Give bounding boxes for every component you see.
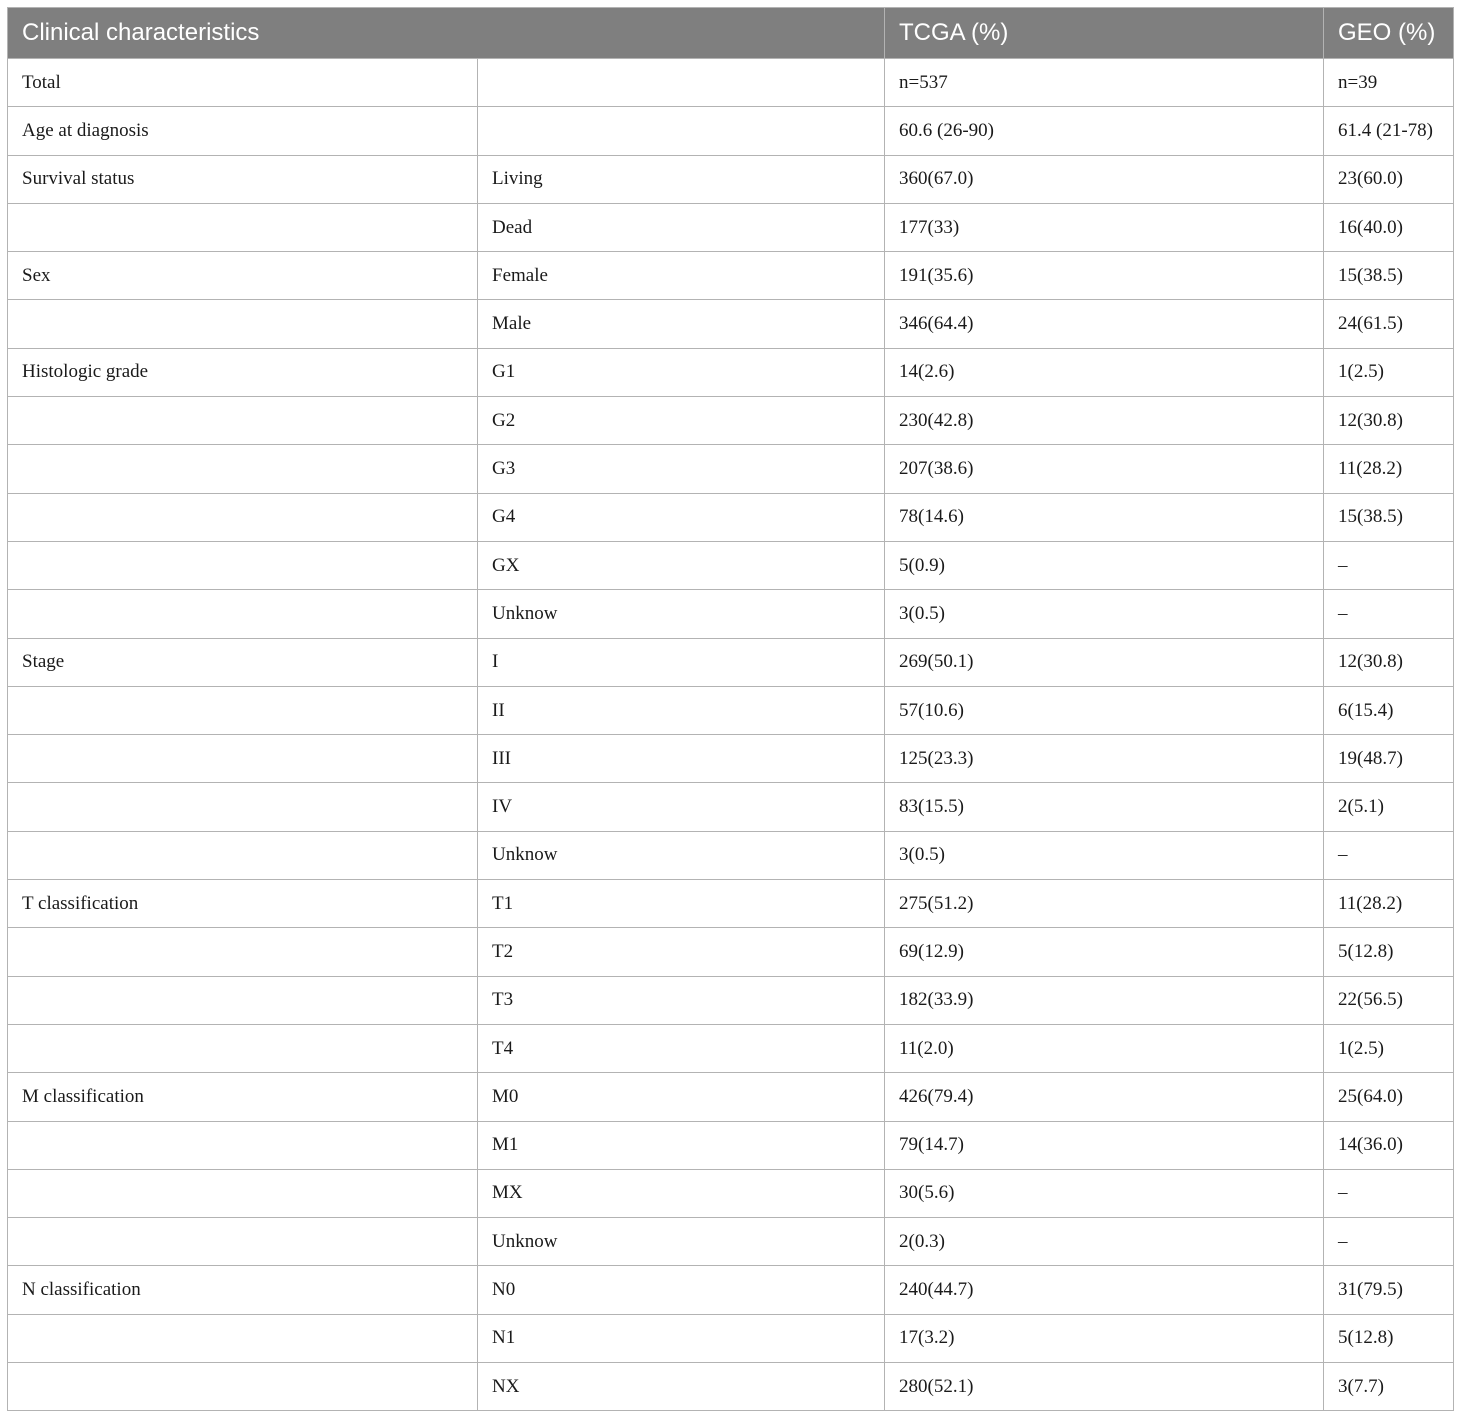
cell-characteristic <box>8 1218 478 1266</box>
cell-characteristic <box>8 1363 478 1411</box>
cell-geo: 24(61.5) <box>1324 300 1454 348</box>
cell-geo: 31(79.5) <box>1324 1266 1454 1314</box>
cell-geo: 19(48.7) <box>1324 735 1454 783</box>
table-row <box>8 1169 1454 1217</box>
cell-characteristic <box>8 735 478 783</box>
cell-geo: 5(12.8) <box>1324 1314 1454 1362</box>
cell-tcga: 30(5.6) <box>885 1169 1324 1217</box>
cell-geo: n=39 <box>1324 59 1454 107</box>
cell-geo: 25(64.0) <box>1324 1073 1454 1121</box>
cell-geo: 61.4 (21-78) <box>1324 107 1454 155</box>
table-row <box>8 831 1454 879</box>
table-row <box>8 735 1454 783</box>
cell-geo: 11(28.2) <box>1324 880 1454 928</box>
cell-tcga: 69(12.9) <box>885 928 1324 976</box>
cell-tcga: 83(15.5) <box>885 783 1324 831</box>
cell-category: NX <box>478 1363 885 1411</box>
cell-tcga: 426(79.4) <box>885 1073 1324 1121</box>
cell-characteristic <box>8 1024 478 1072</box>
cell-category: III <box>478 735 885 783</box>
cell-category: Unknow <box>478 1218 885 1266</box>
cell-geo: 15(38.5) <box>1324 493 1454 541</box>
cell-category: T2 <box>478 928 885 976</box>
table-row <box>8 300 1454 348</box>
cell-category: G1 <box>478 348 885 396</box>
cell-tcga: 177(33) <box>885 203 1324 251</box>
cell-tcga: 346(64.4) <box>885 300 1324 348</box>
cell-characteristic <box>8 783 478 831</box>
header-tcga: TCGA (%) <box>885 8 1324 59</box>
cell-geo: 12(30.8) <box>1324 397 1454 445</box>
cell-tcga: 60.6 (26-90) <box>885 107 1324 155</box>
table-row <box>8 445 1454 493</box>
table-row <box>8 107 1454 155</box>
header-clinical-characteristics: Clinical characteristics <box>8 8 885 59</box>
cell-characteristic: T classification <box>8 880 478 928</box>
cell-tcga: 240(44.7) <box>885 1266 1324 1314</box>
cell-characteristic: M classification <box>8 1073 478 1121</box>
cell-characteristic <box>8 445 478 493</box>
cell-geo: 23(60.0) <box>1324 155 1454 203</box>
table-row <box>8 590 1454 638</box>
cell-geo: 22(56.5) <box>1324 976 1454 1024</box>
table-row <box>8 1314 1454 1362</box>
cell-geo: – <box>1324 590 1454 638</box>
cell-characteristic <box>8 1314 478 1362</box>
cell-characteristic <box>8 397 478 445</box>
table-row <box>8 928 1454 976</box>
cell-characteristic: Age at diagnosis <box>8 107 478 155</box>
cell-geo: 1(2.5) <box>1324 348 1454 396</box>
cell-geo: – <box>1324 541 1454 589</box>
cell-geo: 12(30.8) <box>1324 638 1454 686</box>
cell-geo: 5(12.8) <box>1324 928 1454 976</box>
cell-tcga: 11(2.0) <box>885 1024 1324 1072</box>
table-row <box>8 686 1454 734</box>
cell-geo: 2(5.1) <box>1324 783 1454 831</box>
clinical-characteristics-table-container <box>7 7 1453 1411</box>
cell-category <box>478 59 885 107</box>
cell-geo: – <box>1324 831 1454 879</box>
cell-characteristic <box>8 541 478 589</box>
cell-category: M0 <box>478 1073 885 1121</box>
table-row <box>8 1024 1454 1072</box>
cell-characteristic <box>8 1169 478 1217</box>
cell-geo: 11(28.2) <box>1324 445 1454 493</box>
cell-tcga: 3(0.5) <box>885 831 1324 879</box>
cell-tcga: 57(10.6) <box>885 686 1324 734</box>
cell-tcga: 3(0.5) <box>885 590 1324 638</box>
cell-category: Female <box>478 252 885 300</box>
cell-category: GX <box>478 541 885 589</box>
table-row <box>8 541 1454 589</box>
cell-category: G4 <box>478 493 885 541</box>
cell-characteristic <box>8 300 478 348</box>
header-row <box>8 8 1454 59</box>
table-row <box>8 638 1454 686</box>
cell-characteristic <box>8 928 478 976</box>
cell-tcga: 17(3.2) <box>885 1314 1324 1362</box>
cell-characteristic <box>8 590 478 638</box>
table-row <box>8 59 1454 107</box>
cell-characteristic <box>8 976 478 1024</box>
cell-category: N1 <box>478 1314 885 1362</box>
cell-category: T1 <box>478 880 885 928</box>
cell-tcga: 2(0.3) <box>885 1218 1324 1266</box>
cell-category: M1 <box>478 1121 885 1169</box>
cell-tcga: 269(50.1) <box>885 638 1324 686</box>
table-header <box>8 8 1454 59</box>
cell-category <box>478 107 885 155</box>
cell-characteristic: Stage <box>8 638 478 686</box>
table-body <box>8 59 1454 1411</box>
cell-tcga: 5(0.9) <box>885 541 1324 589</box>
table-row <box>8 783 1454 831</box>
cell-category: Living <box>478 155 885 203</box>
cell-geo: – <box>1324 1218 1454 1266</box>
table-row <box>8 1218 1454 1266</box>
cell-category: IV <box>478 783 885 831</box>
cell-characteristic <box>8 1121 478 1169</box>
cell-characteristic: Histologic grade <box>8 348 478 396</box>
cell-characteristic: N classification <box>8 1266 478 1314</box>
cell-category: Dead <box>478 203 885 251</box>
cell-characteristic: Sex <box>8 252 478 300</box>
clinical-characteristics-table <box>7 7 1454 1411</box>
cell-geo: 1(2.5) <box>1324 1024 1454 1072</box>
cell-category: Male <box>478 300 885 348</box>
cell-tcga: 191(35.6) <box>885 252 1324 300</box>
table-row <box>8 493 1454 541</box>
cell-tcga: n=537 <box>885 59 1324 107</box>
cell-category: G3 <box>478 445 885 493</box>
table-row <box>8 1073 1454 1121</box>
cell-category: Unknow <box>478 590 885 638</box>
cell-characteristic: Survival status <box>8 155 478 203</box>
cell-category: MX <box>478 1169 885 1217</box>
cell-category: Unknow <box>478 831 885 879</box>
cell-characteristic: Total <box>8 59 478 107</box>
cell-characteristic <box>8 831 478 879</box>
cell-tcga: 78(14.6) <box>885 493 1324 541</box>
table-row <box>8 397 1454 445</box>
cell-geo: 6(15.4) <box>1324 686 1454 734</box>
cell-tcga: 79(14.7) <box>885 1121 1324 1169</box>
cell-category: T4 <box>478 1024 885 1072</box>
table-row <box>8 1266 1454 1314</box>
cell-category: T3 <box>478 976 885 1024</box>
table-row <box>8 252 1454 300</box>
cell-geo: – <box>1324 1169 1454 1217</box>
cell-category: G2 <box>478 397 885 445</box>
cell-geo: 15(38.5) <box>1324 252 1454 300</box>
cell-geo: 3(7.7) <box>1324 1363 1454 1411</box>
cell-category: I <box>478 638 885 686</box>
table-row <box>8 1121 1454 1169</box>
cell-characteristic <box>8 686 478 734</box>
cell-tcga: 360(67.0) <box>885 155 1324 203</box>
cell-tcga: 125(23.3) <box>885 735 1324 783</box>
cell-category: N0 <box>478 1266 885 1314</box>
table-row <box>8 155 1454 203</box>
cell-tcga: 207(38.6) <box>885 445 1324 493</box>
cell-geo: 16(40.0) <box>1324 203 1454 251</box>
cell-tcga: 14(2.6) <box>885 348 1324 396</box>
cell-tcga: 280(52.1) <box>885 1363 1324 1411</box>
cell-geo: 14(36.0) <box>1324 1121 1454 1169</box>
cell-tcga: 182(33.9) <box>885 976 1324 1024</box>
cell-category: II <box>478 686 885 734</box>
table-row <box>8 348 1454 396</box>
table-row <box>8 976 1454 1024</box>
cell-tcga: 275(51.2) <box>885 880 1324 928</box>
header-geo: GEO (%) <box>1324 8 1454 59</box>
cell-characteristic <box>8 203 478 251</box>
table-row <box>8 203 1454 251</box>
cell-characteristic <box>8 493 478 541</box>
table-row <box>8 1363 1454 1411</box>
table-row <box>8 880 1454 928</box>
cell-tcga: 230(42.8) <box>885 397 1324 445</box>
